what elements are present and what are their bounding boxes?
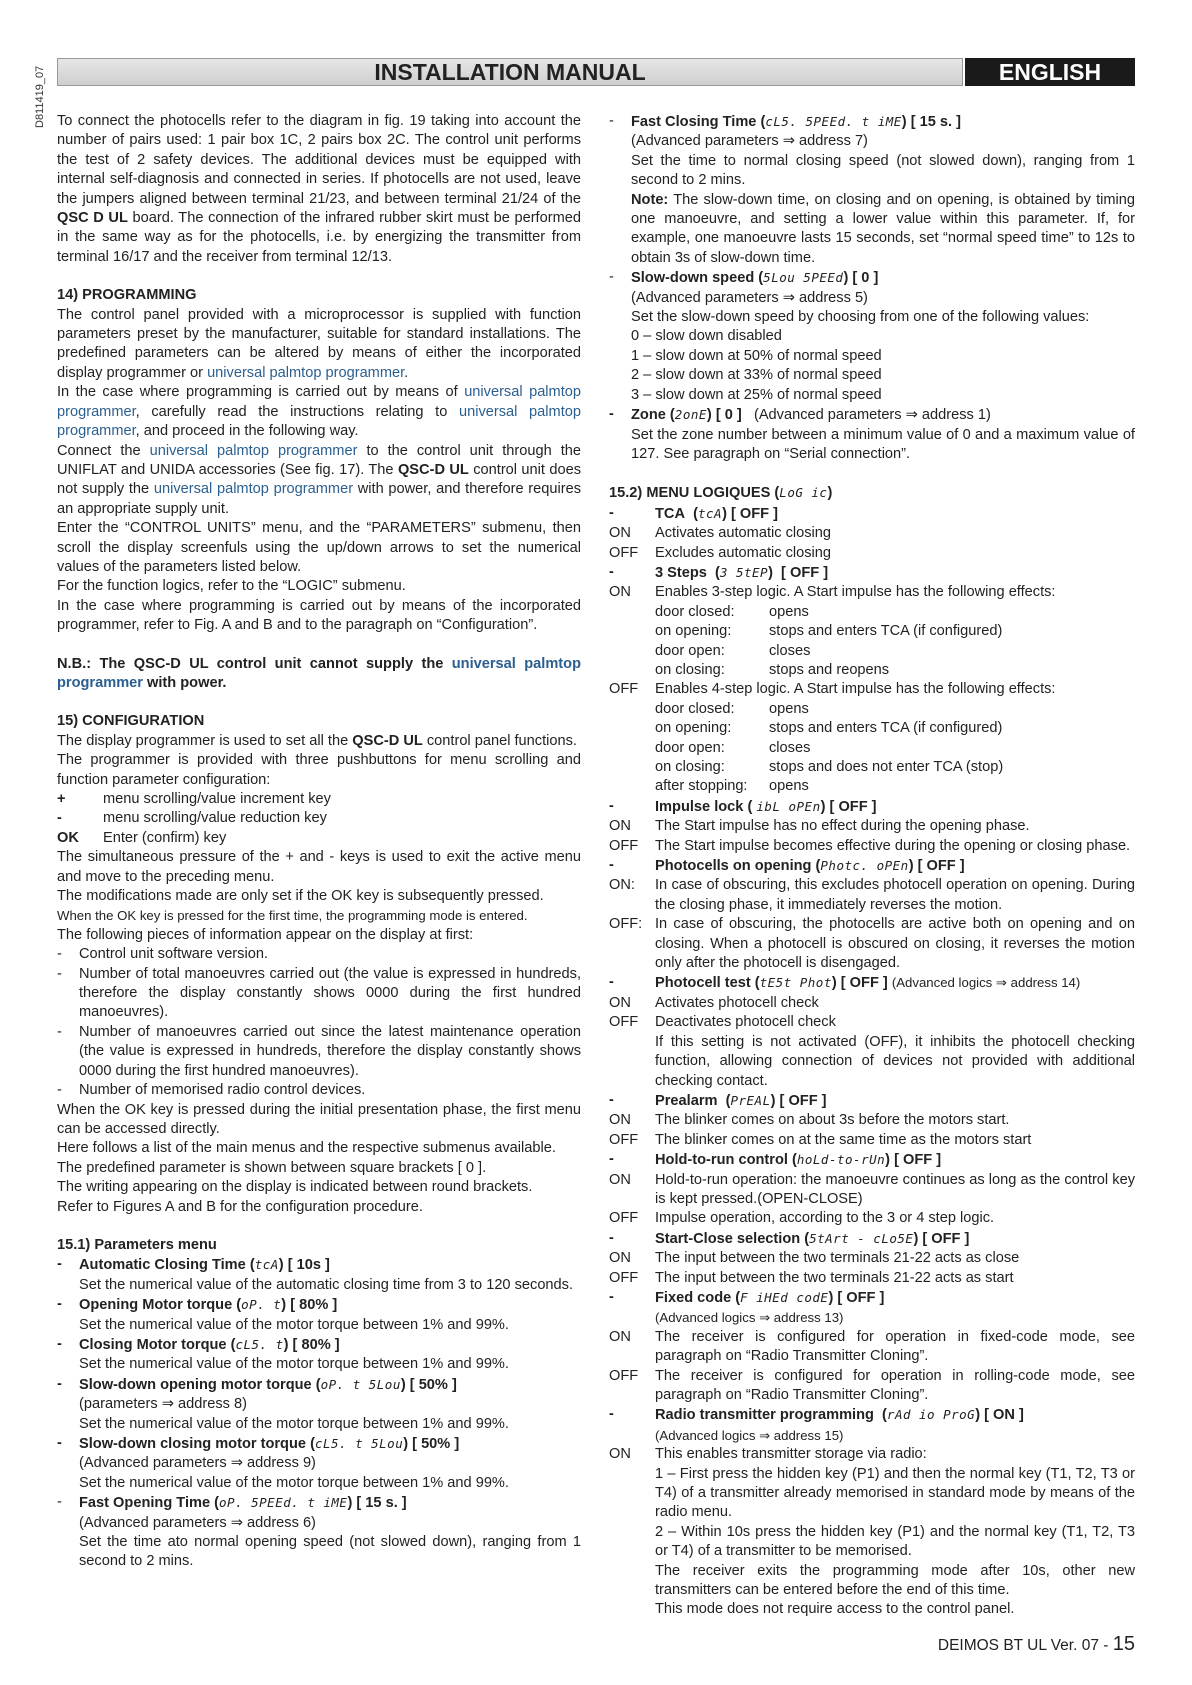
- list-item: - Number of total manoeuvres carried out (the value is expressed in hundreds, therefore the display constantly shows 0000 during the first hundred manoeuvres).: [57, 965, 581, 1021]
- configuration-paragraph-4: The modifications made are only set if the OK key is subsequently pressed.: [57, 888, 544, 905]
- left-column: [57, 112, 581, 1572]
- parameter-address: (Advanced parameters ⇒ address 9): [79, 1455, 316, 1472]
- page-footer: [938, 1633, 1135, 1656]
- value-option: 0 – slow down disabled: [631, 328, 782, 345]
- header-title: INSTALLATION MANUAL: [57, 58, 963, 86]
- document-code: D811419_07: [34, 65, 46, 128]
- programming-paragraph-2: In the case where programming is carried out by means of universal palmtop programmer, carefully read the instructions relating to universal palmtop programmer, and proceed in the following way.: [57, 384, 581, 440]
- right-column: [609, 112, 1135, 1620]
- parameter-entry: - Automatic Closing Time (tcA) [ 10s ]: [57, 1256, 330, 1274]
- intro-paragraph: To connect the photocells refer to the diagram in fig. 19 taking into account the number of pairs used: 1 pair box 1C, 2 pairs box 2C. The control unit performs the test of 2 safety devices. The additional devices must be equipped with internal self-diagnosis and connected in series. If photocells are not used, leave the jumpers aligned between terminal 21/23, and between terminal 21/24 of the QSC D UL board. The connection of the infrared rubber skirt must be performed in the same way as for the photocells, i.e. by energizing the transmitter from terminal 16/17 and the receiver from terminal 12/13.: [57, 113, 581, 265]
- configuration-paragraph-7: When the OK key is pressed during the initial presentation phase, the first menu can be accessed directly.: [57, 1101, 581, 1137]
- logic-option: OFF The receiver is configured for operation in rolling-code mode, see paragraph on “Radio Transmitter Cloning”.: [609, 1367, 1135, 1403]
- parameter-address: (parameters ⇒ address 8): [79, 1396, 247, 1413]
- parameter-address: (Advanced parameters ⇒ address 6): [79, 1514, 316, 1531]
- parameter-description: Set the time to normal closing speed (not slowed down), ranging from 1 second to 2 mins.: [631, 152, 1135, 189]
- logic-option: ON The Start impulse has no effect during the opening phase.: [609, 818, 1030, 835]
- logic-entry: - TCA (tcA) [ OFF ]: [609, 504, 778, 522]
- configuration-paragraph-3: The simultaneous pressure of the + and - keys is used to exit the active menu and move to the preceding menu.: [57, 849, 581, 885]
- parameter-entry: - Fast Closing Time (cL5. 5PEEd. t iME) [ 15 s. ]: [609, 113, 962, 130]
- parameter-address: (Advanced parameters ⇒ address 7): [631, 133, 868, 150]
- configuration-paragraph-6: The following pieces of information appear on the display at first:: [57, 926, 474, 943]
- logic-option: ON Hold-to-run operation: the manoeuvre continues as long as the control key is kept pressed.(OPEN-CLOSE): [609, 1171, 1135, 1207]
- logic-option: ON The input between the two terminals 21-22 acts as close: [609, 1250, 1020, 1267]
- effect-row: on opening: stops and enters TCA (if configured): [655, 623, 1003, 640]
- logic-option: ON Activates photocell check: [609, 994, 819, 1011]
- configuration-paragraph-8: Here follows a list of the main menus and the respective submenus available.: [57, 1140, 556, 1157]
- logic-option: ON Activates automatic closing: [609, 525, 832, 542]
- logic-entry: - Start-Close selection (5tArt - cLo5E) [ OFF ]: [609, 1229, 970, 1247]
- list-item: - Number of manoeuvres carried out since the latest maintenance operation (the value is expressed in hundreds, therefore the display constantly shows 0000 during the first hundred manoeuvres).: [57, 1023, 581, 1079]
- logic-entry: - Radio transmitter programming (rAd io ProG) [ ON ]: [609, 1406, 1024, 1424]
- page-header: [57, 58, 1135, 86]
- configuration-paragraph-1: The display programmer is used to set all the QSC-D UL control panel functions.: [57, 732, 577, 749]
- logic-address: (Advanced logics ⇒ address 15): [655, 1427, 844, 1443]
- effect-row: on opening: stops and enters TCA (if configured): [655, 720, 1003, 737]
- configuration-paragraph-5: When the OK key is pressed for the first time, the programming mode is entered.: [57, 908, 528, 924]
- palmtop-link[interactable]: universal palmtop programmer: [207, 364, 405, 381]
- nb-note: N.B.: The QSC-D UL control unit cannot supply the universal palmtop programmer with power.: [57, 655, 581, 691]
- procedure-step: 1 – First press the hidden key (P1) and then the normal key (T1, T2, T3 or T4) of a transmitter already memorised in standard mode by means of the radio menu.: [655, 1465, 1135, 1521]
- logic-option: OFF Excludes automatic closing: [609, 544, 832, 561]
- programming-paragraph-6: In the case where programming is carried out by means of the incorporated programmer, refer to Fig. A and B and to the paragraph on “Configuration”.: [57, 597, 581, 634]
- parameter-description: Set the numerical value of the motor torque between 1% and 99%.: [79, 1415, 509, 1432]
- procedure-step: The receiver exits the programming mode after 10s, other new transmitters can be entered before the end of this time.: [655, 1562, 1135, 1599]
- palmtop-link[interactable]: universal palmtop programmer: [57, 655, 581, 691]
- logic-option: ON: In case of obscuring, this excludes photocell operation on opening. During the closing phase, it immediately reverses the motion.: [609, 877, 1135, 913]
- logic-address: (Advanced logics ⇒ address 13): [655, 1310, 844, 1326]
- list-item: - Control unit software version.: [57, 946, 268, 963]
- logic-option: ON This enables transmitter storage via radio:: [609, 1446, 927, 1463]
- list-item: - Number of memorised radio control devices.: [57, 1082, 366, 1099]
- parameter-note: Note: The slow-down time, on closing and on opening, is obtained by timing one manoeuvre, and setting a lower value within this parameter. If, for example, one manoeuvre lasts 15 seconds, set “normal speed time” to 12s to obtain 3s of slow-down time.: [631, 191, 1135, 266]
- effect-row: on closing: stops and reopens: [655, 661, 890, 678]
- logic-option: ON Enables 3-step logic. A Start impulse has the following effects:: [609, 584, 1056, 601]
- logic-option: OFF: In case of obscuring, the photocells are active both on opening and on closing. When a photocell is obscured on closing, it reverses the motion only after the photocell is disengaged.: [609, 916, 1135, 972]
- effect-row: door open: closes: [655, 642, 811, 659]
- key-row: - menu scrolling/value reduction key: [57, 810, 327, 827]
- logic-entry: - Fixed code (F iHEd codE) [ OFF ]: [609, 1288, 885, 1306]
- parameter-entry: - Closing Motor torque (cL5. t) [ 80% ]: [57, 1335, 340, 1353]
- logic-entry: - 3 Steps (3 5tEP) [ OFF ]: [609, 563, 829, 581]
- logic-option: ON The receiver is configured for operation in fixed-code mode, see paragraph on “Radio Transmitter Cloning”.: [609, 1328, 1135, 1365]
- logic-option: OFF The blinker comes on at the same time as the motors start: [609, 1131, 1032, 1148]
- value-option: 1 – slow down at 50% of normal speed: [631, 347, 882, 364]
- logic-note: If this setting is not activated (OFF), it inhibits the photocell checking function, allowing connection of devices not provided with additional checking contact.: [655, 1033, 1135, 1089]
- page-number: 15: [1112, 1633, 1135, 1655]
- programming-paragraph-1: The control panel provided with a microprocessor is supplied with function parameters preset by the manufacturer, suitable for standard installations. The predefined parameters can be altered by means of either the incorporated display programmer or universal palmtop programmer.: [57, 306, 581, 381]
- procedure-step: This mode does not require access to the control panel.: [655, 1601, 1015, 1618]
- logic-entry: - Photocell test (tE5t Phot) [ OFF ] (Advanced logics ⇒ address 14): [609, 974, 1081, 992]
- palmtop-link[interactable]: universal palmtop programmer: [153, 481, 354, 498]
- procedure-step: 2 – Within 10s press the hidden key (P1) and the normal key (T1, T2, T3 or T4) of a transmitter to be memorised.: [655, 1523, 1135, 1560]
- logic-entry: - Prealarm (PrEAL) [ OFF ]: [609, 1091, 827, 1109]
- logic-option: OFF Deactivates photocell check: [609, 1014, 836, 1031]
- programming-paragraph-4: Enter the “CONTROL UNITS” menu, and the “PARAMETERS” submenu, then scroll the display screenfuls using the up/down arrows to set the numerical values of the parameters listed below.: [57, 520, 581, 575]
- logic-entry: - Hold-to-run control (hoLd-to-rUn) [ OFF ]: [609, 1151, 942, 1169]
- configuration-paragraph-2: The programmer is provided with three pushbuttons for menu scrolling and function parameter configuration:: [57, 752, 581, 788]
- effect-row: after stopping: opens: [655, 778, 809, 795]
- configuration-paragraph-9: The predefined parameter is shown between square brackets [ 0 ].: [57, 1159, 487, 1176]
- logic-option: OFF The Start impulse becomes effective during the opening or closing phase.: [609, 837, 1131, 854]
- effect-row: door closed: opens: [655, 700, 809, 717]
- effect-row: door open: closes: [655, 739, 811, 756]
- parameter-description: Set the numerical value of the automatic closing time from 3 to 120 seconds.: [79, 1276, 574, 1293]
- parameter-entry: - Zone (2onE) [ 0 ] (Advanced parameters ⇒ address 1): [609, 406, 991, 424]
- footer-text: DEIMOS BT UL Ver. 07 -: [937, 1637, 1109, 1654]
- configuration-paragraph-11: Refer to Figures A and B for the configuration procedure.: [57, 1198, 423, 1215]
- logic-entry: - Impulse lock ( ibL oPEn) [ OFF ]: [609, 797, 877, 815]
- palmtop-link[interactable]: universal palmtop programmer: [57, 384, 581, 420]
- parameter-entry: - Opening Motor torque (oP. t) [ 80% ]: [57, 1296, 338, 1314]
- logic-option: OFF The input between the two terminals 21-22 acts as start: [609, 1269, 1014, 1286]
- parameter-entry: - Fast Opening Time (oP. 5PEEd. t iME) [ 15 s. ]: [57, 1494, 407, 1512]
- parameter-description: Set the numerical value of the motor torque between 1% and 99%.: [79, 1356, 509, 1373]
- parameter-description: Set the numerical value of the motor torque between 1% and 99%.: [79, 1474, 509, 1491]
- parameter-entry: - Slow-down speed (5Lou 5PEEd) [ 0 ]: [609, 269, 879, 287]
- parameter-description: Set the numerical value of the motor torque between 1% and 99%.: [79, 1316, 509, 1333]
- logic-option: OFF Impulse operation, according to the 3 or 4 step logic.: [609, 1210, 995, 1227]
- configuration-heading: 15) CONFIGURATION: [57, 713, 205, 730]
- parameter-description: Set the time ato normal opening speed (not slowed down), ranging from 1 second to 2 mins.: [79, 1534, 581, 1570]
- parameter-address: (Advanced parameters ⇒ address 5): [631, 289, 868, 306]
- parameters-heading: 15.1) Parameters menu: [57, 1236, 217, 1253]
- palmtop-link[interactable]: universal palmtop programmer: [57, 403, 581, 440]
- programming-paragraph-5: For the function logics, refer to the “LOGIC” submenu.: [57, 578, 406, 595]
- parameter-entry: - Slow-down opening motor torque (oP. t 5Lou) [ 50% ]: [57, 1375, 457, 1393]
- programming-heading: 14) PROGRAMMING: [57, 287, 197, 304]
- logic-option: ON The blinker comes on about 3s before the motors start.: [609, 1112, 1010, 1129]
- parameter-description: Set the slow-down speed by choosing from one of the following values:: [631, 309, 1090, 326]
- parameter-description: Set the zone number between a minimum value of 0 and a maximum value of 127. See paragraph on “Serial connection”.: [631, 426, 1135, 462]
- key-row: + menu scrolling/value increment key: [57, 791, 331, 807]
- configuration-paragraph-10: The writing appearing on the display is indicated between round brackets.: [57, 1179, 533, 1196]
- effect-row: door closed: opens: [655, 603, 809, 620]
- logic-option: OFF Enables 4-step logic. A Start impulse has the following effects:: [609, 681, 1056, 698]
- effect-row: on closing: stops and does not enter TCA (stop): [655, 759, 1004, 775]
- palmtop-link[interactable]: universal palmtop programmer: [149, 442, 358, 459]
- key-row: OK Enter (confirm) key: [57, 829, 227, 846]
- logic-heading: 15.2) MENU LOGIQUES (LoG ic): [609, 485, 833, 502]
- logic-entry: - Photocells on opening (Photc. oPEn) [ OFF ]: [609, 857, 965, 875]
- parameter-entry: - Slow-down closing motor torque (cL5. t 5Lou) [ 50% ]: [57, 1435, 460, 1452]
- programming-paragraph-3: Connect the universal palmtop programmer to the control unit through the UNIFLAT and UNIDA accessories (See fig. 17). The QSC-D UL control unit does not supply the universal palmtop programmer with power, and therefore requires an appropriate supply unit.: [57, 442, 581, 517]
- value-option: 3 – slow down at 25% of normal speed: [631, 386, 882, 403]
- value-option: 2 – slow down at 33% of normal speed: [631, 367, 882, 384]
- header-language: ENGLISH: [965, 58, 1135, 86]
